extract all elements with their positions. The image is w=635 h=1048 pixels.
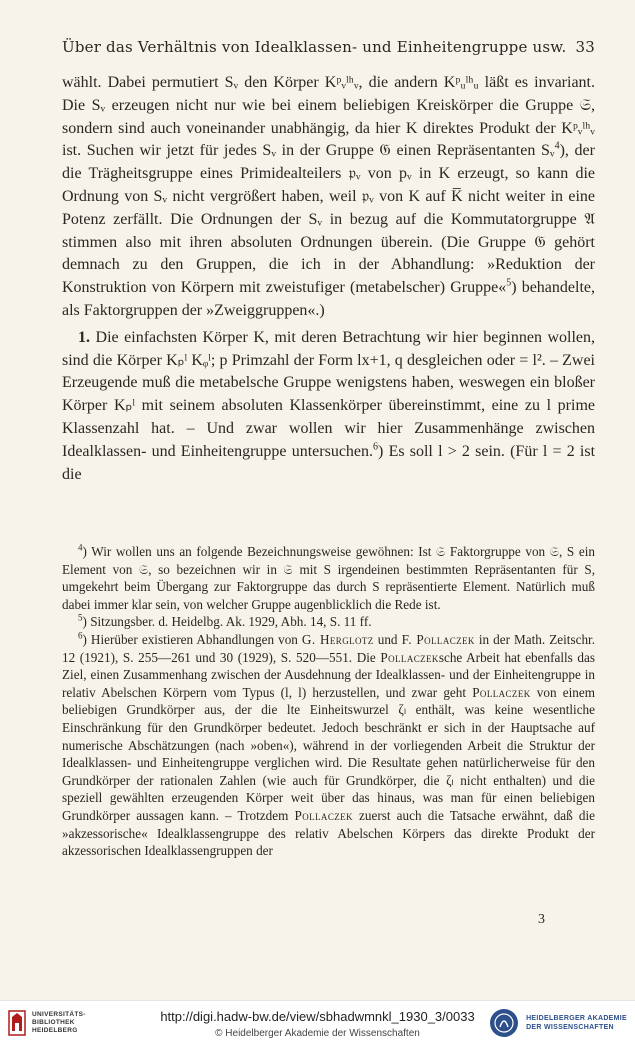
footnote-number: 4	[78, 542, 83, 553]
section-number: 1.	[78, 328, 90, 346]
signature-mark: 3	[538, 912, 545, 927]
footnote-text: ) Hierüber existieren Abhandlungen von	[82, 631, 302, 647]
permalink-url[interactable]: http://digi.hadw-bw.de/view/sbhadwmnkl_1930_3/0033	[160, 1009, 475, 1024]
main-body-text	[62, 72, 595, 486]
footnote-number: 5	[78, 612, 83, 623]
footnote-6	[62, 631, 595, 860]
academy-name: HEIDELBERGER AKADEMIE DER WISSENSCHAFTEN	[526, 1015, 627, 1031]
body-text-run: ), der die Trägheitsgruppe eines Primidealteilers 𝔭ᵥ von pᵥ in K erzeugt, so kann die Ordnung von Sᵥ nicht vergrößert haben, weil 𝔭ᵥ von K auf K̅ nicht weiter in eine Potenz zerfällt. Die Ordnungen der Sᵥ in bezug auf die Kommutatorgruppe 𝔄 stimmen also mit ihren absoluten Ordnungen überein. (Die Gruppe 𝔊 gehört demnach zu den Gruppen, die ich in der Abhandlung: »Reduktion der Konstruktion von Körpern mit zweistufiger (metabelscher) Gruppe«	[62, 142, 595, 297]
footnote-text: sche Arbeit hat ebenfalls das Ziel, einen Zusammenhang zwischen der Ausdehnung der Idealklassen- und der Einheitengruppe in relativ Abelschen Körpern vom Typus (l, l) herzustellen, und zwar geht	[62, 649, 595, 700]
section-1-paragraph	[62, 327, 595, 487]
body-text-run: ) behandelte, als Faktorgruppen der »Zweiggruppen«.)	[62, 279, 595, 319]
academy-logo[interactable]	[488, 1007, 627, 1039]
footnote-ref-5[interactable]: 5	[506, 277, 512, 289]
body-text-run: Die einfachsten Körper K, mit deren Betrachtung wir hier beginnen wollen, sind die Körper Kₚˡ Kᵩˡ; p Primzahl der Form lx+1, q desgleichen oder = l². – Zwei Erzeugende muß die metabelsche Gruppe wenigstens haben, weswegen ein bloßer Körper Kₚˡ mit seinem absoluten Klassenkörper übereinstimmt, eine zu l prime Klassenzahl hat. – Und zwar wollen wir hier Zusammenhänge zwischen Idealklassen- und Einheitengruppe untersuchen.	[62, 328, 596, 460]
body-text-run: ) Es soll l > 2 sein. (Für l = 2 ist die	[62, 442, 596, 483]
footnote-text: ) Wir wollen uns an folgende Bezeichnungsweise gewöhnen: Ist 𝔖 Faktorgruppe von 𝔖, S ein Element von 𝔖, so bezeichnen wir in 𝔖 mit S irgendeinen bestimmten Repräsentanten für S, umgekehrt beim Übergang zur Faktorgruppe das durch S repräsentierte Element. Natürlich muß dabei immer klar sein, von welcher Gruppe augenblicklich die Rede ist.	[62, 544, 595, 612]
footnote-text: in der Math. Zeitschr. 12 (1921), S. 255—261 und 30 (1929), S. 520—551. Die	[62, 631, 595, 665]
copyright-notice: © Heidelberger Akademie der Wissenschaften	[215, 1028, 420, 1039]
author-name: F. Pollaczek	[401, 631, 475, 647]
running-head	[62, 38, 595, 56]
academy-emblem-icon	[488, 1007, 520, 1039]
author-name: G. Herglotz	[301, 631, 374, 647]
footnote-ref-6[interactable]: 6	[373, 441, 379, 453]
footnote-5	[62, 613, 595, 631]
author-name: Pollaczek	[294, 807, 353, 823]
footnote-4	[62, 543, 595, 613]
footnote-number: 6	[78, 630, 83, 641]
library-name: UNIVERSITÄTS- BIBLIOTHEK HEIDELBERG	[32, 1011, 86, 1034]
running-head-title: Über das Verhältnis von Idealklassen- und Einheitengruppe usw.	[62, 38, 567, 56]
body-text-run: wählt. Dabei permutiert Sᵥ den Körper Kᵖᵥˡʰᵥ, die andern Kᵖᵤˡʰᵤ läßt es invariant. Die Sᵥ erzeugen nicht nur wie bei einem beliebigen Kreiskörper die Gruppe 𝔖, sondern sind auch voneinander unabhängig, da hier K direktes Produkt der Kᵖᵥˡʰᵥ ist. Suchen wir jetzt für jedes Sᵥ in der Gruppe 𝔊 einen Repräsentanten Sᵥ	[62, 74, 595, 160]
body-paragraph-1	[62, 72, 595, 323]
author-name: Pollaczek	[472, 684, 531, 700]
footnote-text: ) Sitzungsber. d. Heidelbg. Ak. 1929, Abh. 14, S. 11 ff.	[82, 614, 372, 630]
viewer-footer	[0, 1000, 635, 1048]
footnote-text: und	[373, 631, 402, 647]
footnote-text: von einem beliebigen Grundkörper aus, der die lte Einheitswurzel ζₗ enthält, was keine wesentliche Einschränkung für den Grundkörper bedeutet. Jedoch beschränkt er sich in der Hauptsache auf numerische Abschätzungen (nach »oben«), während in der vorliegenden Arbeit die Struktur der Idealklassen- und Einheitengruppe verglichen wird. Die Resultate gehen natürlicherweise für den Grundkörper der rationalen Zahlen (wie auch für Grundkörper, die ζₗ nicht enthalten) und die speziell gewählten erzeugenden Körper weit über das hinaus, was man für einen beliebigen Grundkörper aussagen kann. – Trotzdem	[62, 684, 595, 823]
author-name: Pollaczek	[380, 649, 439, 665]
footnotes	[62, 543, 595, 860]
running-head-page-number: 33	[575, 38, 595, 56]
footnote-ref-4[interactable]: 4	[554, 141, 560, 153]
footnote-text: zuerst auch die Tatsache erwähnt, daß die »akzessorische« Idealklassengruppe des relativ Abelschen Körpers das direkte Produkt der akzessorischen Idealklassengruppen der	[62, 807, 595, 859]
